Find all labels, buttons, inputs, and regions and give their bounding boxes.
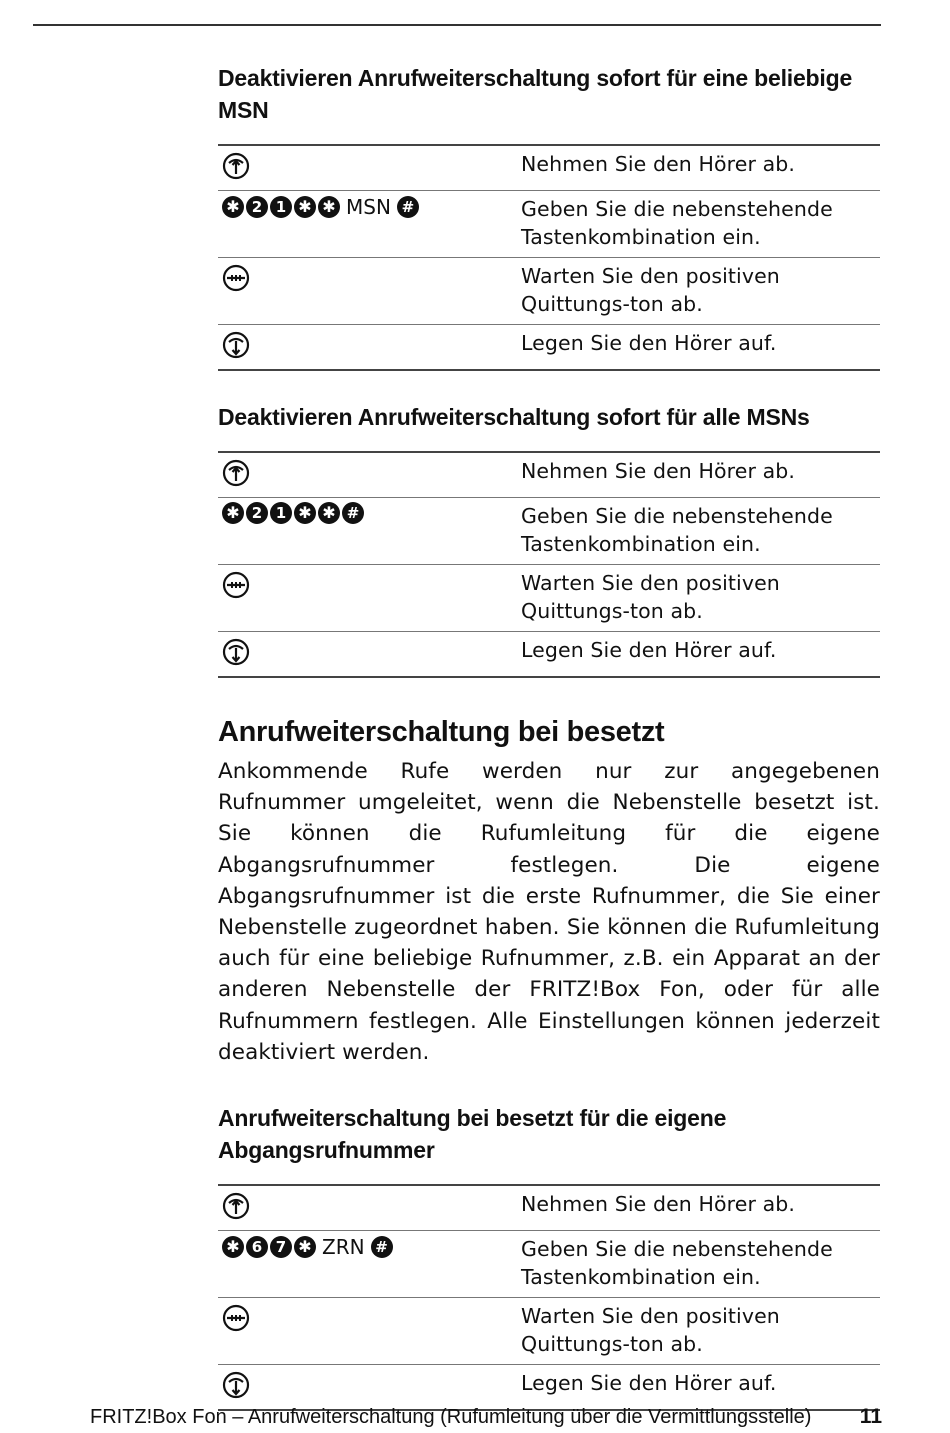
key-star: ✱ [294,1236,316,1258]
section1-steps-table [218,144,880,371]
table-row [218,191,880,258]
confirmation-tone-icon [222,571,250,603]
key-star: ✱ [222,502,244,524]
step-description: Legen Sie den Hörer auf. [521,325,880,371]
section2-heading: Deaktivieren Anrufweiterschaltung sofort für alle MSNs [218,404,810,430]
key-hash: # [371,1236,393,1258]
table-row [218,1185,880,1231]
table-row [218,145,880,191]
key-sequence [222,502,364,524]
step-description: Warten Sie den positiven Quittungs-ton ab. [521,565,880,632]
key-digit: 6 [246,1236,268,1258]
table-row [218,325,880,371]
table-row [218,1365,880,1411]
body-paragraph: Ankommende Rufe werden nur zur angegebenen Rufnummer umgeleitet, wenn die Nebenstelle besetzt ist. Sie können die Rufumleitung für die eigene Abgangsrufnummer festlegen. Die eigene Abgangsrufnummer ist die erste Rufnummer, die Sie einer Nebenstelle zugeordnet haben. Sie können die Rufumleitung auch für eine beliebige Rufnummer, z.B. ein Apparat an der anderen Nebenstelle der FRITZ!Box Fon, oder für alle Rufnummern festlegen. Alle Einstellungen können jederzeit deaktiviert werden. [218,759,880,1065]
key-placeholder: MSN [346,195,391,219]
key-hash: # [342,502,364,524]
key-hash: # [397,196,419,218]
key-star: ✱ [318,502,340,524]
step-description: Warten Sie den positiven Quittungs-ton ab. [521,258,880,325]
key-sequence [222,195,419,219]
key-sequence [222,1235,393,1259]
handset-on-hook-icon [222,638,250,670]
step-description: Warten Sie den positiven Quittungs-ton ab. [521,1298,880,1365]
section3-heading: Anrufweiterschaltung bei besetzt für die eigene Abgangsrufnummer [218,1105,727,1164]
key-star: ✱ [222,196,244,218]
key-star: ✱ [222,1236,244,1258]
handset-off-hook-icon [222,152,250,184]
step-description: Nehmen Sie den Hörer ab. [521,452,880,498]
table-row [218,498,880,565]
key-star: ✱ [318,196,340,218]
confirmation-tone-icon [222,264,250,296]
table-row [218,1231,880,1298]
key-star: ✱ [294,196,316,218]
step-description: Nehmen Sie den Hörer ab. [521,1185,880,1231]
key-digit: 1 [270,196,292,218]
footer-title: FRITZ!Box Fon – Anrufweiterschaltung (Rufumleitung über die Vermittlungsstelle) [90,1406,812,1428]
step-description: Nehmen Sie den Hörer ab. [521,145,880,191]
top-rule [33,24,881,26]
step-description: Geben Sie die nebenstehende Tastenkombination ein. [521,1231,880,1298]
page-footer [90,1405,882,1429]
handset-on-hook-icon [222,1371,250,1403]
table-row [218,258,880,325]
handset-off-hook-icon [222,459,250,491]
key-digit: 2 [246,196,268,218]
key-digit: 1 [270,502,292,524]
key-digit: 2 [246,502,268,524]
table-row [218,565,880,632]
table-row [218,632,880,678]
step-description: Legen Sie den Hörer auf. [521,1365,880,1411]
table-row [218,1298,880,1365]
page-content [218,62,880,1411]
section2-steps-table [218,451,880,678]
step-description: Legen Sie den Hörer auf. [521,632,880,678]
page-number: 11 [859,1405,882,1428]
step-description: Geben Sie die nebenstehende Tastenkombination ein. [521,498,880,565]
handset-on-hook-icon [222,331,250,363]
handset-off-hook-icon [222,1192,250,1224]
confirmation-tone-icon [222,1304,250,1336]
key-star: ✱ [294,502,316,524]
section3-steps-table [218,1184,880,1411]
section-title: Anrufweiterschaltung bei besetzt [218,716,665,748]
table-row [218,452,880,498]
key-placeholder: ZRN [322,1235,365,1260]
section1-heading: Deaktivieren Anrufweiterschaltung sofort für eine beliebige MSN [218,65,853,123]
key-digit: 7 [270,1236,292,1258]
step-description: Geben Sie die nebenstehende Tastenkombination ein. [521,191,880,258]
